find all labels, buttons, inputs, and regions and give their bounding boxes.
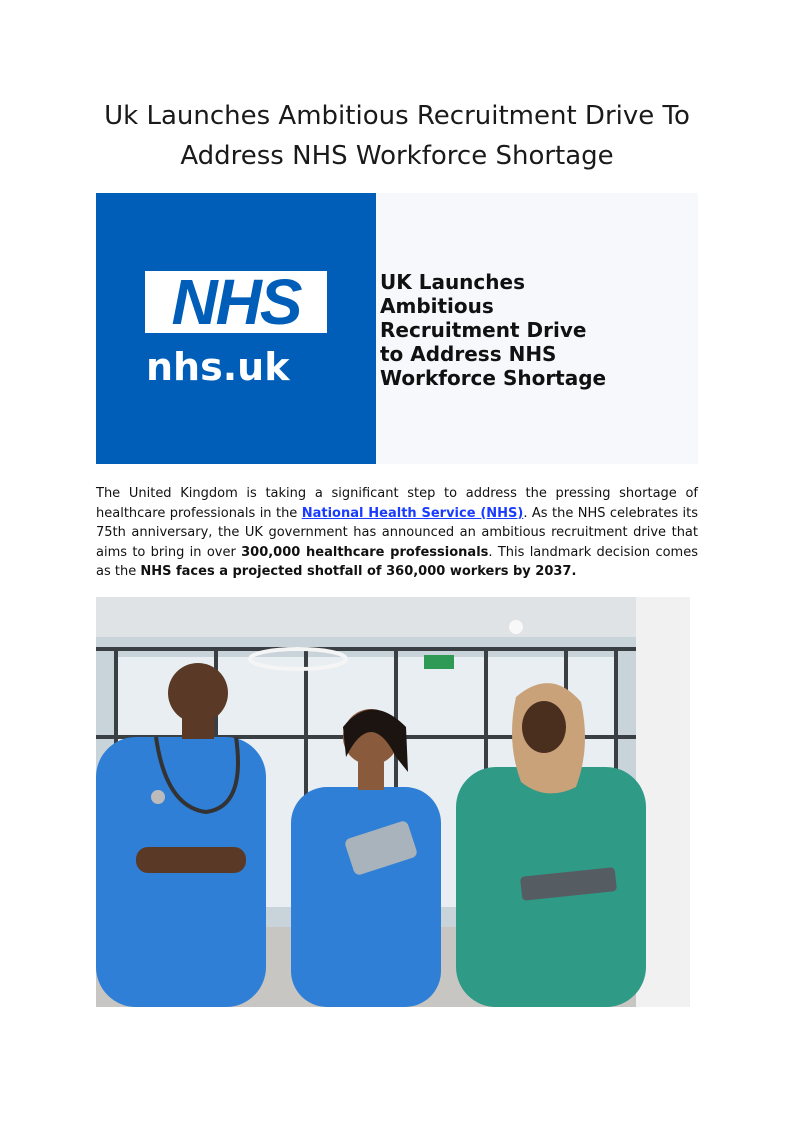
article-title [60, 96, 734, 176]
nhs-logo-text: NHS [171, 266, 301, 338]
intro-text-part-3: . This landmark decision comes as the [96, 544, 698, 579]
nhs-logo [145, 266, 327, 338]
banner-headline-line: Ambitious [380, 294, 494, 318]
nhs-banner-image [96, 193, 698, 464]
healthcare-workers-photo [96, 597, 690, 1007]
banner-headline-line: UK Launches [380, 270, 525, 294]
nhs-url-text: nhs.uk [146, 345, 290, 389]
nhs-banner-blue-panel [96, 193, 376, 464]
banner-headline-line: to Address NHS [380, 342, 557, 366]
banner-headline-line: Workforce Shortage [380, 366, 607, 390]
article-title-line-1: Uk Launches Ambitious Recruitment Drive To [104, 101, 690, 131]
article-title-line-2: Address NHS Workforce Shortage [180, 141, 614, 171]
nhs-link[interactable]: National Health Service (NHS) [301, 505, 524, 521]
intro-text-part-1: The United Kingdom is taking a significant step to address the pressing shortage of healthcare professionals in the [96, 486, 698, 521]
banner-headline-line: Recruitment Drive [380, 318, 587, 342]
recruitment-figure: 300,000 healthcare professionals [241, 544, 489, 560]
intro-paragraph [96, 484, 698, 582]
intro-text-part-2: . As the NHS celebrates its 75th anniversary, the UK government has announced an ambitious recruitment drive that aims to bring in over [96, 505, 698, 560]
banner-headline [380, 270, 690, 390]
healthcare-workers-illustration [96, 597, 690, 1007]
shortfall-statement: NHS faces a projected shotfall of 360,000 workers by 2037. [140, 564, 577, 579]
